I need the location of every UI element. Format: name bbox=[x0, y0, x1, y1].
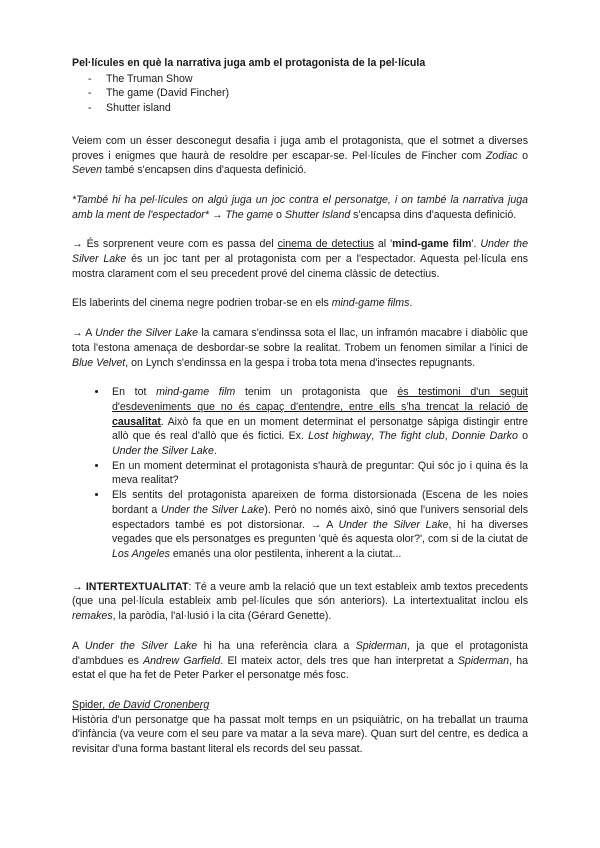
film-list bbox=[88, 72, 528, 116]
subheading-spider: Spider, de David Cronenberg bbox=[72, 698, 210, 711]
bullet-list bbox=[72, 385, 528, 561]
detective-cinema-link[interactable]: cinema de detectius bbox=[277, 238, 374, 251]
paragraph-lake: → A Under the Silver Lake la camara s'endinssa sota el llac, un inframón macabre i diabòlic que tota l'estona amenaça de desbordar-se sobre la realitat. Trobem un fenomen similar a l'inici de Blue Velvet, on Lynch s'endinssa en la gespa i troba tota mena d'insectes repugnants. bbox=[72, 327, 528, 369]
list-item: • En tot mind-game film tenim un protagonista que és testimoni d'un seguit d'esdeveniments que no és capaç d'entendre, entre ells s'ha trencat la relació de causalitat. Això fa que en un moment determinat el personatge sàpiga distingir entre allò que és real d'allò que és fictici. Ex. Lost highway, The fight club, Donnie Darko o Under the Silver Lake. bbox=[108, 385, 528, 459]
paragraph-labyrinths: Els laberints del cinema negre podrien trobar-se en els mind-game films. bbox=[72, 297, 413, 310]
section-heading: Pel·lícules en què la narrativa juga amb el protagonista de la pel·lícula bbox=[72, 57, 426, 69]
list-item: - Shutter island bbox=[88, 101, 528, 116]
paragraph-spider: Història d'un personatge que ha passat molt temps en un psiquiàtric, on ha treballat un trauma d'infància (va veure com el seu pare va matar a la seva mare). Quan surt del centre, es dedica a revisitar d'una forma bastant literal els records del seu passat. bbox=[72, 713, 528, 756]
paragraph-note: *També hi ha pel·lícules on algú juga un joc contra el personatge, i on també la narrativa juga amb la ment de l'espectador* → The game o Shutter Island s'encapsa dins d'aquesta definició. bbox=[72, 193, 528, 221]
paragraph-intro: Veiem com un ésser desconegut desafia i juga amb el protagonista, que el sotmet a diverses proves i enigmes que haurà de resoldre per escapar-se. Pel·lícules de Fincher com Zodiac o Seven també s'encapsen dins d'aquesta definició. bbox=[72, 134, 528, 177]
list-item: - The game (David Fincher) bbox=[88, 86, 528, 101]
paragraph-spiderman: A Under the Silver Lake hi ha una referència clara a Spiderman, ja que el protagonista d'ambdues es Andrew Garfield. El mateix actor, dels tres que han interpretat a Spiderman, ha estat el que ha fet de Peter Parker el personatge més fosc. bbox=[72, 639, 528, 682]
paragraph-detective: → És sorprenent veure com es passa del cinema de detectius al 'mind-game film'. Under the Silver Lake és un joc tant per al protagonista com per a l'espectador. Aquesta pel·lícula ens mostra clarament com el seu precedent prové del cinema clàssic de detectius. bbox=[72, 238, 529, 280]
list-item: • Els sentits del protagonista apareixen de forma distorsionada (Escena de les noies bordant a Under the Silver Lake). Però no només això, sinó que l'univers sensorial dels espectadors també es pot distorsionar. → A Under the Silver Lake, hi ha diverses vegades que els personatges es pregunten 'què és aquesta olor?', com si de la ciutat de Los Angeles emanés una olor pestilenta, inherent a la ciutat... bbox=[108, 488, 528, 562]
list-item: • En un moment determinat el protagonista s'haurà de preguntar: Qui sóc jo i quina és la meva realitat? bbox=[108, 459, 528, 488]
paragraph-intertextuality: → INTERTEXTUALITAT: Té a veure amb la relació que un text estableix amb textos precedents (que una pel·lícula estableix amb pel·lícules que són anteriors). La intertextualitat inclou els remakes, la paròdia, l'al·lusió i la cita (Gérard Genette). bbox=[72, 580, 528, 623]
list-item: - The Truman Show bbox=[88, 72, 528, 87]
